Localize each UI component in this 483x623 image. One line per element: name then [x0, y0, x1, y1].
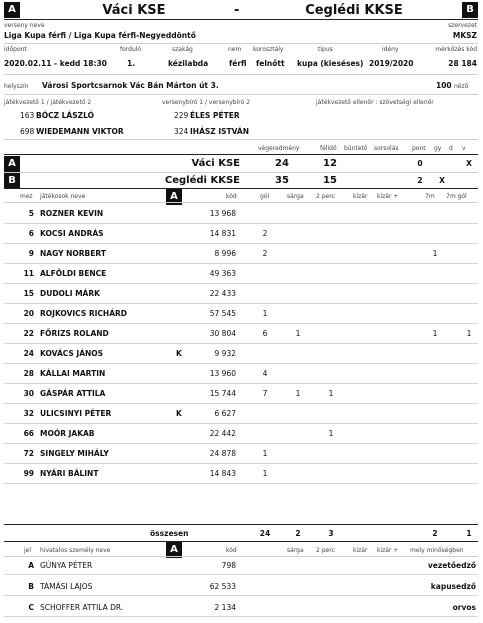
table-row	[4, 264, 478, 284]
away-badge: B	[462, 2, 478, 18]
divider	[4, 524, 478, 525]
player-name: ALFÖLDI BENCE	[40, 269, 107, 278]
spectator-unit: néző	[454, 83, 469, 90]
player-code: 14 843	[209, 469, 236, 478]
totals-two-min: 3	[328, 529, 334, 538]
official-role: kapusedző	[430, 582, 476, 591]
player-name: DUDOLI MÁRK	[40, 289, 100, 298]
table-row	[4, 224, 478, 244]
totals-yellow: 2	[295, 529, 301, 538]
referee-2-code: 698	[20, 127, 35, 136]
player-table	[4, 204, 478, 484]
delegate-2-name: IHÁSZ ISTVÁN	[190, 127, 250, 136]
player-name: ULICSINYI PÉTER	[40, 409, 112, 418]
blue-col-header: kizár +	[377, 193, 399, 200]
player-name: KOVÁCS JÁNOS	[40, 349, 104, 358]
half-score: 12	[323, 158, 337, 169]
player-code: 8 996	[214, 249, 236, 258]
table-row	[4, 364, 478, 384]
official-role: vezetőedző	[427, 561, 476, 570]
score-badge: B	[4, 173, 20, 189]
player-two-min: 1	[328, 389, 334, 398]
official-code: 2 134	[214, 603, 236, 612]
player-name: KOCSI ANDRÁS	[40, 229, 104, 238]
player-jersey: 28	[23, 369, 34, 378]
official-role: orvos	[452, 603, 476, 612]
player-jersey: 5	[28, 209, 34, 218]
home-badge: A	[4, 2, 20, 18]
wins-label: gy	[434, 145, 442, 152]
player-jersey: 32	[23, 409, 34, 418]
table-row	[4, 464, 478, 484]
player-captain: K	[176, 409, 182, 418]
delegate-1-code: 229	[174, 111, 189, 120]
totals-seven-m-goal: 1	[466, 529, 472, 538]
player-seven-m: 1	[432, 249, 438, 258]
points: 0	[417, 159, 423, 168]
official-row	[4, 599, 478, 617]
player-two-min: 1	[328, 429, 334, 438]
seven-m-goal-col-header: 7m gól	[446, 193, 467, 200]
table-row	[4, 304, 478, 324]
half-score: 15	[323, 175, 337, 186]
player-goals: 2	[262, 229, 268, 238]
player-code: 22 442	[209, 429, 236, 438]
score-row-home	[4, 157, 478, 171]
table-row	[4, 404, 478, 424]
seven-m-col-header: 7m	[425, 193, 435, 200]
referee-2-name: WIEDEMANN VIKTOR	[36, 127, 124, 136]
delegates-label: versenybíró 1 / versenybíró 2	[162, 99, 251, 106]
table-row	[4, 384, 478, 404]
competition-label: verseny neve	[4, 22, 45, 29]
spectator-count: 100	[436, 81, 452, 90]
player-code: 30 804	[209, 329, 236, 338]
gender-label: nem	[228, 46, 242, 53]
match-sport: kézilabda	[168, 59, 209, 68]
official-name: TAMÁSI LAJOS	[40, 582, 93, 591]
player-jersey: 99	[23, 469, 34, 478]
match-age: felnőtt	[256, 59, 285, 68]
player-code: 13 968	[209, 209, 236, 218]
player-name: ROJKOVICS RICHÁRD	[40, 309, 127, 318]
player-jersey: 72	[23, 449, 34, 458]
official-mark: C	[28, 603, 34, 612]
official-code: 798	[221, 561, 236, 570]
jersey-col-header: mez	[20, 193, 33, 200]
two-min-col-header: 2 perc	[316, 193, 335, 200]
official-name-col-header: hivatalos személy neve	[40, 547, 111, 554]
score-team: Váci KSE	[191, 158, 240, 169]
player-code: 13 960	[209, 369, 236, 378]
code-label: mérkőzés kód	[435, 46, 477, 53]
organizer-label: szervezet	[448, 22, 477, 29]
season-label: idény	[382, 46, 399, 53]
red-col-header: kizár	[353, 547, 368, 554]
player-name-col-header: játékosok neve	[40, 193, 86, 200]
type-label: típus	[318, 46, 333, 53]
player-goals: 2	[262, 249, 268, 258]
divider	[4, 74, 478, 75]
official-name: SCHOFFER ATTILA DR.	[40, 603, 124, 612]
yellow-col-header: sárga	[287, 193, 304, 200]
player-jersey: 20	[23, 309, 34, 318]
player-name: FŐRIZS ROLAND	[40, 329, 109, 338]
player-captain: K	[176, 349, 182, 358]
match-round: 1.	[127, 59, 136, 68]
player-jersey: 24	[23, 349, 34, 358]
venue-name: Városi Sportcsarnok Vác Bán Márton út 3.	[42, 81, 219, 90]
player-name: MOÓR JAKAB	[40, 429, 95, 438]
player-seven-m: 1	[432, 329, 438, 338]
wins: X	[439, 176, 445, 185]
points: 2	[417, 176, 423, 185]
player-jersey: 30	[23, 389, 34, 398]
table-row	[4, 424, 478, 444]
code-col-header: kód	[226, 193, 237, 200]
final-score-label: végeredmény	[258, 145, 300, 152]
player-jersey: 6	[28, 229, 34, 238]
divider	[4, 94, 478, 95]
referee-1-name: BÓCZ LÁSZLÓ	[36, 111, 94, 120]
draws-label: d	[449, 145, 453, 152]
divider	[4, 202, 478, 203]
table-row	[4, 204, 478, 224]
team-separator: -	[234, 3, 240, 18]
referees-label: játékvezető 1 / játékvezető 2	[4, 99, 92, 106]
table-row	[4, 444, 478, 464]
official-mark: A	[28, 561, 34, 570]
player-code: 49 363	[209, 269, 236, 278]
points-label: pont	[412, 145, 426, 152]
home-team-title: Váci KSE	[102, 3, 166, 18]
divider	[4, 541, 478, 542]
two-min-col-header: 2 perc	[316, 547, 335, 554]
player-goals: 1	[262, 309, 268, 318]
score-row-away	[4, 174, 478, 188]
match-code: 28 184	[448, 59, 477, 68]
player-goals: 6	[262, 329, 268, 338]
role-col-header: mely minőségben	[410, 547, 464, 554]
score-team: Ceglédi KKSE	[164, 175, 240, 186]
divider	[4, 154, 478, 155]
shootout-label: sorsolás	[374, 145, 399, 152]
divider	[4, 139, 478, 140]
delegate-2-code: 324	[174, 127, 189, 136]
player-jersey: 66	[23, 429, 34, 438]
player-name: ROZNER KEVIN	[40, 209, 104, 218]
round-label: forduló	[120, 46, 142, 53]
player-name: SINGELY MIHÁLY	[40, 449, 109, 458]
player-jersey: 22	[23, 329, 34, 338]
code-col-header: kód	[226, 547, 237, 554]
match-season: 2019/2020	[369, 59, 414, 68]
player-goals: 1	[262, 469, 268, 478]
player-code: 22 433	[209, 289, 236, 298]
table-row	[4, 244, 478, 264]
yellow-col-header: sárga	[287, 547, 304, 554]
venue-label: helyszín	[4, 83, 29, 90]
match-date: 2020.02.11 - kedd 18:30	[4, 59, 107, 68]
player-code: 15 744	[209, 389, 236, 398]
player-name: GÁSPÁR ATTILA	[40, 389, 106, 398]
red-col-header: kizár	[353, 193, 368, 200]
match-type: kupa (kieséses)	[297, 59, 364, 68]
delegate-1-name: ÉLES PÉTER	[190, 111, 240, 120]
organizer-name: MKSZ	[452, 31, 477, 40]
player-name: NAGY NORBERT	[40, 249, 106, 258]
team-a-badge: A	[166, 542, 182, 558]
player-name: NYÁRI BÁLINT	[40, 469, 99, 478]
player-jersey: 9	[28, 249, 34, 258]
sport-label: szakág	[172, 46, 193, 53]
age-label: korosztály	[253, 46, 284, 53]
totals-seven-m: 2	[432, 529, 438, 538]
player-code: 14 831	[209, 229, 236, 238]
player-yellow: 1	[295, 389, 301, 398]
player-code: 6 627	[214, 409, 236, 418]
mark-col-header: jel	[24, 547, 32, 554]
official-row	[4, 557, 478, 575]
match-gender: férfi	[229, 59, 247, 68]
final-score: 35	[275, 175, 289, 186]
blue-col-header: kizár +	[377, 547, 399, 554]
official-row	[4, 578, 478, 596]
player-yellow: 1	[295, 329, 301, 338]
penalty-label: büntető	[344, 145, 368, 152]
referee-1-code: 163	[20, 111, 35, 120]
totals-goals: 24	[259, 529, 271, 538]
player-seven-m-goal: 1	[466, 329, 472, 338]
table-row	[4, 324, 478, 344]
team-a-badge: A	[166, 189, 182, 205]
player-goals: 1	[262, 449, 268, 458]
player-jersey: 11	[23, 269, 34, 278]
player-name: KÁLLAI MARTIN	[40, 369, 106, 378]
away-team-title: Ceglédi KKSE	[305, 3, 403, 18]
competition-name: Liga Kupa férfi / Liga Kupa férfi-Negyeddöntő	[4, 31, 196, 40]
divider	[4, 43, 478, 44]
player-jersey: 15	[23, 289, 34, 298]
player-code: 57 545	[209, 309, 236, 318]
goal-col-header: gól	[260, 193, 270, 200]
table-row	[4, 344, 478, 364]
losses-label: v	[462, 145, 466, 152]
official-code: 62 533	[209, 582, 236, 591]
official-mark: B	[28, 582, 34, 591]
player-code: 24 878	[209, 449, 236, 458]
official-name: GÚNYA PÉTER	[40, 561, 93, 570]
score-badge: A	[4, 156, 20, 172]
controller-label: játékvezető ellenőr : szövetségi ellenőr	[316, 99, 434, 106]
player-code: 9 932	[214, 349, 236, 358]
divider	[4, 188, 478, 189]
totals-label: összesen	[150, 529, 189, 538]
losses: X	[466, 159, 472, 168]
player-goals: 7	[262, 389, 268, 398]
match-header	[4, 2, 478, 20]
divider	[4, 172, 478, 173]
half-score-label: félidő	[320, 145, 337, 152]
date-label: időpont	[4, 46, 27, 53]
final-score: 24	[275, 158, 289, 169]
player-goals: 4	[262, 369, 268, 378]
table-row	[4, 284, 478, 304]
